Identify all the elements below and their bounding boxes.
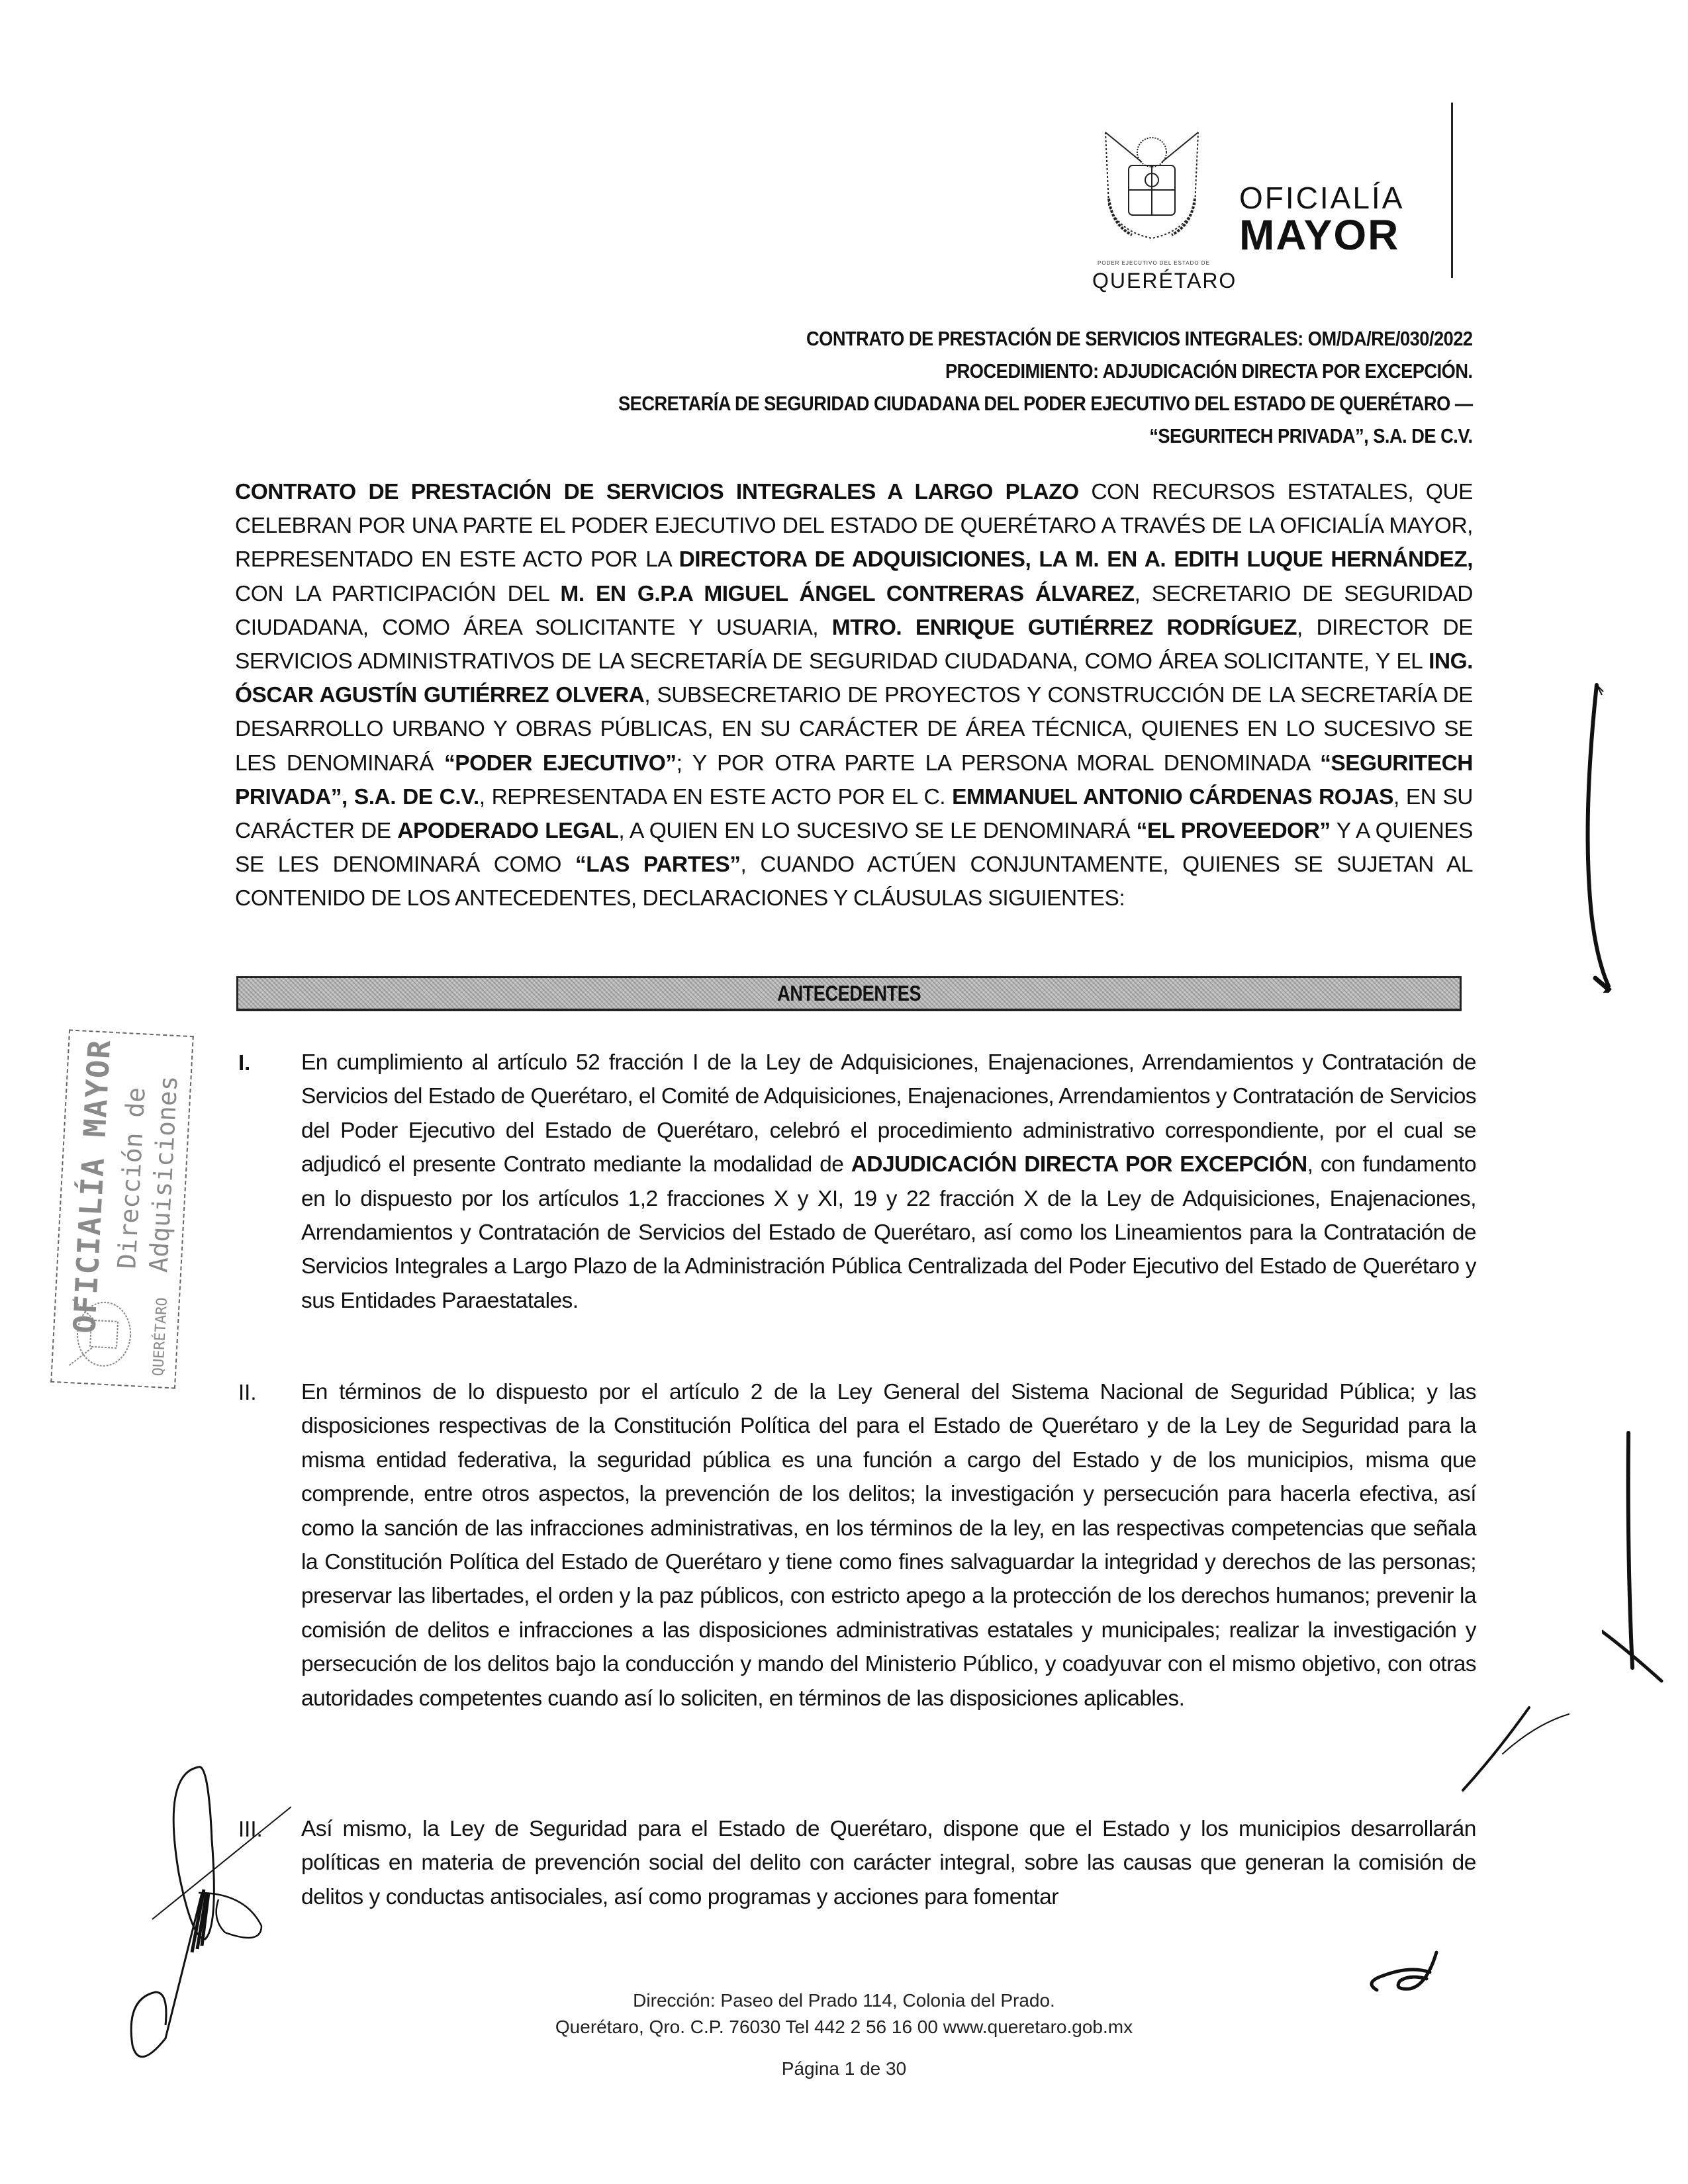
body-text: , DIRECTOR DE SERVICIOS ADMINISTRATIVOS DE LA SECRETARÍA DE SEGURIDAD CIUDADANA, COMO ÁREA SOLICITANTE, Y EL [235,615,1473,674]
contract-number: CONTRATO DE PRESTACIÓN DE SERVICIOS INTEGRALES: OM/DA/RE/030/2022 [806,327,1473,350]
emphasized-text: MTRO. ENRIQUE GUTIÉRREZ RODRÍGUEZ [831,615,1297,640]
office-stamp [50,1029,194,1388]
item-number: II. [238,1380,257,1404]
body-text: CON LA PARTICIPACIÓN DEL [235,581,561,606]
contracting-parties-line-2: “SEGURITECH PRIVADA”, S.A. DE C.V. [1149,424,1473,447]
antecedente-item [238,1046,1476,1318]
procedure-type: PROCEDIMIENTO: ADJUDICACIÓN DIRECTA POR EXCEPCIÓN. [945,359,1473,383]
body-text: Así mismo, la Ley de Seguridad para el Estado de Querétaro, dispone que el Estado y los municipios desarrollarán políticas en materia de prevención social del delito con carácter integral, sobre las causas que generan la comisión de delitos y conductas antisociales, así como programas y acciones para fomentar [301,1817,1476,1909]
item-number: III. [238,1817,263,1841]
body-text: , A QUIEN EN LO SUCESIVO SE LE DENOMINARÁ [618,819,1137,844]
stamp-department-line-2: Adquisiciones [144,1075,183,1273]
body-text: En cumplimiento al artículo 52 fracción I de la Ley de Adquisiciones, Enajenaciones, Arrendamientos y Contratación de Servicios del Estado de Querétaro, el Comité de Adquisiciones, Enajenaciones, Arrendamientos y Contratación de Servicios del Poder Ejecutivo del Estado de Querétaro, celebró el procedimiento administrativo correspondiente, por el cual se adjudicó el presente Contrato mediante la modalidad de [301,1050,1476,1177]
stamp-state-name: QUERÉTARO [150,1297,171,1377]
body-text: , SECRETARIO DE SEGURIDAD CIUDADANA, COMO ÁREA SOLICITANTE Y USUARIA, [235,581,1474,640]
coat-of-arms-icon [66,1293,142,1376]
page-number: Página 1 de 30 [781,2058,907,2079]
footer-address-line-1: Dirección: Paseo del Prado 114, Colonia del Prado. [633,1990,1055,2011]
stamp-office-name: OFICIALÍA MAYOR [66,1038,118,1335]
page-footer [0,1987,1688,2040]
body-text: ; Y POR OTRA PARTE LA PERSONA MORAL DENOMINADA [676,751,1321,776]
body-text: En términos de lo dispuesto por el artículo 2 de la Ley General del Sistema Nacional de Seguridad Pública; y las disposiciones respectivas de la Constitución Política del para el Estado de Querétaro y de la Ley de Seguridad para la misma entidad federativa, la seguridad pública es una función a cargo del Estado y de los municipios, misma que comprende, entre otros aspectos, la prevención de los delitos; la investigación y persecución para hacerla efectiva, así como la sanción de las infracciones administrativas, en los términos de la ley, en las respectivas competencias que señala la Constitución Política del Estado de Querétaro y tiene como fines salvaguardar la integridad y derechos de las personas; preservar las libertades, el orden y la paz públicos, con estricto apego a la protección de los derechos humanos; prevenir la comisión de delitos e infracciones a las disposiciones administrativas estatales y municipales; realizar la investigación y persecución de los delitos bajo la conducción y mando del Ministerio Público, y coadyuvar con el mismo objetivo, con otras autoridades competentes cuando así lo soliciten, en términos de las disposiciones aplicables. [301,1380,1476,1711]
signature-right-upper [1562,675,1642,993]
signature-right-lower [1602,1426,1668,1691]
antecedente-item [238,1812,1476,1914]
logo-title-oficialia: OFICIALÍA [1239,181,1405,215]
contract-reference [502,322,1473,452]
body-text: , con fundamento en lo dispuesto por los artículos 1,2 fracciones X y XI, 19 y 22 fracción X de la Ley de Adquisiciones, Enajenaciones, Arrendamientos y Contratación de Servicios del Estado de Querétaro, así como los Lineamientos para la Contratación de Servicios Integrales a Largo Plazo de la Administración Pública Centralizada del Poder Ejecutivo del Estado de Querétaro y sus Entidades Paraestatales. [301,1152,1476,1313]
emphasized-text: “EL PROVEEDOR” [1136,819,1331,844]
antecedente-item [238,1375,1476,1715]
section-header-antecedentes [236,976,1462,1011]
emphasized-text: M. EN G.P.A MIGUEL ÁNGEL CONTRERAS ÁLVAREZ [560,581,1135,606]
item-text [301,1375,1476,1715]
header-divider [1451,103,1453,278]
emphasized-text: ING. ÓSCAR AGUSTÍN GUTIÉRREZ OLVERA [235,649,1473,708]
intro-paragraph [235,475,1473,916]
body-text: , REPRESENTADA EN ESTE ACTO POR EL C. [479,784,953,809]
emphasized-text: “LAS PARTES” [575,852,741,878]
body-text: , SUBSECRETARIO DE PROYECTOS Y CONSTRUCCIÓN DE LA SECRETARÍA DE DESARROLLO URBANO Y OBRAS PÚBLICAS, EN SU CARÁCTER DE ÁREA TÉCNICA, QUIENES EN LO SUCESIVO SE LES DENOMINARÁ [235,683,1473,776]
emphasized-text: DIRECTORA DE ADQUISICIONES, LA M. EN A. EDITH LUQUE HERNÁNDEZ, [679,547,1473,572]
emphasized-text: “PODER EJECUTIVO” [444,751,677,776]
body-text: CON RECURSOS ESTATALES, QUE CELEBRAN POR UNA PARTE EL PODER EJECUTIVO DEL ESTADO DE QUERÉTARO A TRAVÉS DE LA OFICIALÍA MAYOR, REPRESENTADO EN ESTE ACTO POR LA [235,480,1473,572]
item-text [301,1812,1476,1914]
emphasized-text: EMMANUEL ANTONIO CÁRDENAS ROJAS [952,784,1394,809]
footer-address-line-2: Querétaro, Qro. C.P. 76030 Tel 442 2 56 16 00 www.queretaro.gob.mx [555,2017,1133,2037]
body-text: , EN SU CARÁCTER DE [235,784,1473,844]
logo-caption: PODER EJECUTIVO DEL ESTADO DE [1098,260,1210,266]
emphasized-text: “SEGURITECH PRIVADA”, S.A. DE C.V. [235,751,1473,809]
body-text: Y A QUIENES SE LES DENOMINARÁ COMO [235,819,1473,878]
item-text [301,1046,1476,1318]
emphasized-text: APODERADO LEGAL [397,819,619,844]
body-text: , CUANDO ACTÚEN CONJUNTAMENTE, QUIENES SE SUJETAN AL CONTENIDO DE LOS ANTECEDENTES, DECLARACIONES Y CLÁUSULAS SIGUIENTES: [235,852,1474,911]
section-title: ANTECEDENTES [776,981,921,1005]
emphasized-text: ADJUDICACIÓN DIRECTA POR EXCEPCIÓN [851,1152,1307,1177]
logo-title-mayor: MAYOR [1239,211,1400,259]
emphasized-text: CONTRATO DE PRESTACIÓN DE SERVICIOS INTEGRALES A LARGO PLAZO [235,480,1079,504]
coat-of-arms-icon [1092,126,1211,245]
oficialia-mayor-logo [1092,119,1436,293]
stamp-department-line-1: Dirección de [112,1086,151,1270]
logo-state-name: QUERÉTARO [1092,269,1237,293]
item-number: I. [238,1050,251,1075]
contracting-parties-line-1: SECRETARÍA DE SEGURIDAD CIUDADANA DEL PODER EJECUTIVO DEL ESTADO DE QUERÉTARO — [618,392,1473,415]
